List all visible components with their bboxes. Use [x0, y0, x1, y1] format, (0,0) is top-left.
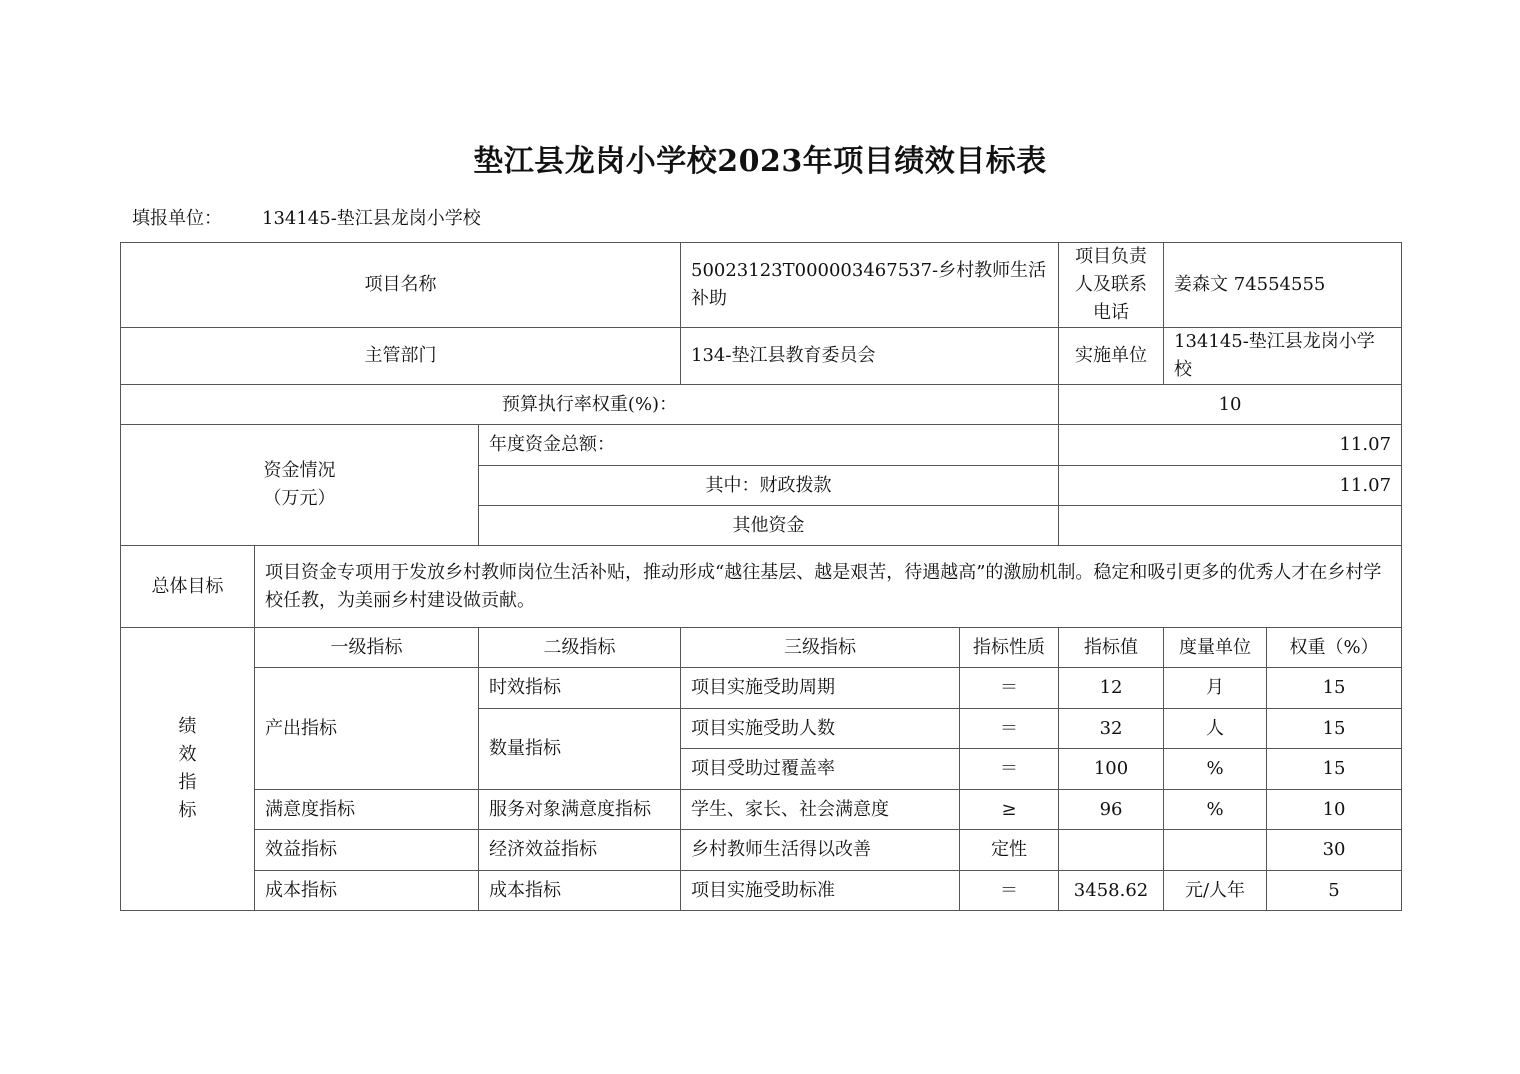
goal-text: 项目资金专项用于发放乡村教师岗位生活补贴，推动形成“越往基层、越是艰苦，待遇越高”的激励机制。稳定和吸引更多的优秀人才在乡村学校任教，为美丽乡村建设做贡献。 [255, 546, 1402, 628]
level2-cell: 服务对象满意度指标 [479, 790, 681, 830]
table-row [121, 871, 1402, 911]
fill-unit-value: 134145-垫江县龙岗小学校 [262, 208, 481, 229]
level3-cell: 学生、家长、社会满意度 [681, 790, 960, 830]
funds-fiscal-label: 其中：财政拨款 [479, 466, 1059, 506]
header-level1: 一级指标 [255, 628, 479, 668]
weight-cell: 15 [1267, 668, 1402, 709]
nature-cell: ≥ [960, 790, 1059, 830]
header-unit: 度量单位 [1164, 628, 1267, 668]
nature-cell: ＝ [960, 871, 1059, 911]
table-row [121, 668, 1402, 709]
side-char: 标 [178, 800, 197, 821]
contact-value: 姜森文 74554555 [1164, 243, 1402, 328]
funds-label: 资金情况 [263, 460, 336, 481]
side-char: 效 [178, 744, 197, 765]
unit-cell: 月 [1164, 668, 1267, 709]
unit-cell: % [1164, 790, 1267, 830]
dept-value: 134-垫江县教育委员会 [681, 328, 1059, 385]
level3-cell: 项目受助过覆盖率 [681, 749, 960, 790]
weight-cell: 30 [1267, 830, 1402, 871]
funds-unit: （万元） [263, 488, 336, 509]
value-cell: 100 [1059, 749, 1164, 790]
row-funds-total [121, 425, 1402, 466]
nature-cell: ＝ [960, 749, 1059, 790]
level3-cell: 乡村教师生活得以改善 [681, 830, 960, 871]
level2-cell: 经济效益指标 [479, 830, 681, 871]
performance-indicator-label [121, 628, 255, 911]
level1-cell: 满意度指标 [255, 790, 479, 830]
budget-rate-value: 10 [1059, 385, 1402, 425]
project-name-value: 50023123T000003467537-乡村教师生活补助 [681, 243, 1059, 328]
unit-cell: 元/人年 [1164, 871, 1267, 911]
level1-cell: 产出指标 [255, 668, 479, 790]
nature-cell: ＝ [960, 709, 1059, 749]
budget-rate-label: 预算执行率权重(%)： [121, 385, 1059, 425]
performance-table [120, 242, 1402, 911]
header-level2: 二级指标 [479, 628, 681, 668]
funds-label-cell [121, 425, 479, 546]
funds-total-label: 年度资金总额： [479, 425, 1059, 466]
level2-cell: 成本指标 [479, 871, 681, 911]
row-department [121, 328, 1402, 385]
value-cell: 3458.62 [1059, 871, 1164, 911]
nature-cell: ＝ [960, 668, 1059, 709]
unit-cell: % [1164, 749, 1267, 790]
level2-cell: 数量指标 [479, 709, 681, 790]
dept-label: 主管部门 [121, 328, 681, 385]
value-cell: 12 [1059, 668, 1164, 709]
funds-fiscal-value: 11.07 [1059, 466, 1402, 506]
contact-label: 项目负责人及联系电话 [1059, 243, 1164, 328]
weight-cell: 15 [1267, 709, 1402, 749]
weight-cell: 15 [1267, 749, 1402, 790]
value-cell [1059, 830, 1164, 871]
funds-other-label: 其他资金 [479, 506, 1059, 546]
header-weight: 权重（%） [1267, 628, 1402, 668]
row-budget-rate [121, 385, 1402, 425]
header-level3: 三级指标 [681, 628, 960, 668]
level3-cell: 项目实施受助标准 [681, 871, 960, 911]
level3-cell: 项目实施受助周期 [681, 668, 960, 709]
level1-cell: 成本指标 [255, 871, 479, 911]
page-title: 垫江县龙岗小学校2023年项目绩效目标表 [473, 144, 1047, 179]
weight-cell: 5 [1267, 871, 1402, 911]
nature-cell: 定性 [960, 830, 1059, 871]
project-name-label: 项目名称 [121, 243, 681, 328]
level1-cell: 效益指标 [255, 830, 479, 871]
unit-cell [1164, 830, 1267, 871]
funds-other-value [1059, 506, 1402, 546]
level3-cell: 项目实施受助人数 [681, 709, 960, 749]
impl-label: 实施单位 [1059, 328, 1164, 385]
value-cell: 96 [1059, 790, 1164, 830]
value-cell: 32 [1059, 709, 1164, 749]
unit-cell: 人 [1164, 709, 1267, 749]
fill-unit-label: 填报单位： [132, 208, 222, 229]
fill-unit-line [132, 204, 481, 230]
goal-label: 总体目标 [121, 546, 255, 628]
header-nature: 指标性质 [960, 628, 1059, 668]
side-char: 绩 [178, 716, 197, 737]
indicator-header-row [121, 628, 1402, 668]
level2-cell: 时效指标 [479, 668, 681, 709]
funds-total-value: 11.07 [1059, 425, 1402, 466]
weight-cell: 10 [1267, 790, 1402, 830]
row-overall-goal [121, 546, 1402, 628]
table-row [121, 830, 1402, 871]
side-char: 指 [178, 772, 197, 793]
table-row [121, 790, 1402, 830]
impl-value: 134145-垫江县龙岗小学校 [1164, 328, 1402, 385]
header-value: 指标值 [1059, 628, 1164, 668]
row-project-name [121, 243, 1402, 328]
